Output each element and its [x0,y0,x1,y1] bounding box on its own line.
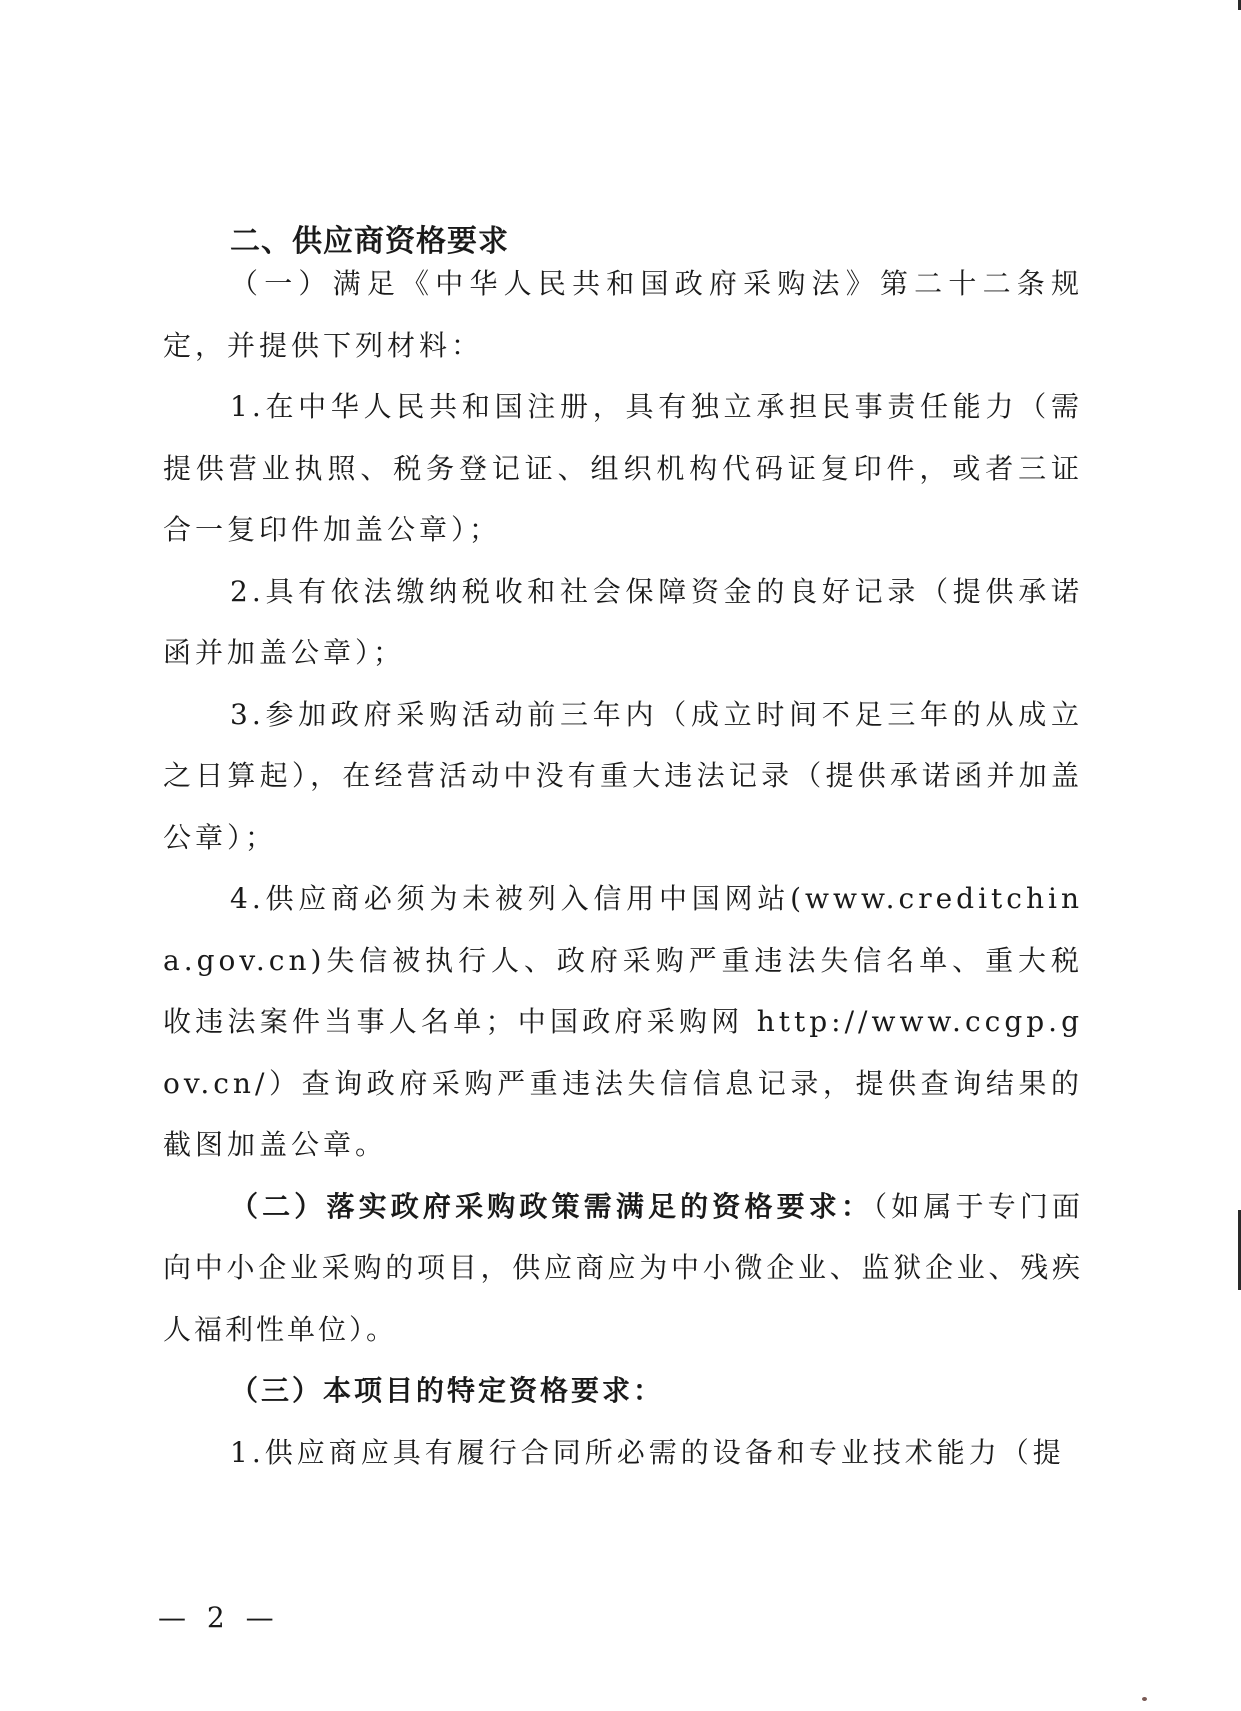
paragraph-item-4-credit-check: 4.供应商必须为未被列入信用中国网站(www.creditchina.gov.cn)失信被执行人、政府采购严重违法失信名单、重大税收违法案件当事人名单；中国政府采购网 http://www.ccgp.gov.cn/）查询政府采购严重违法失信信息记录，提供查询结果的截图加盖公章。 [163,882,1083,1161]
paragraph-policy-requirements [163,1176,1083,1361]
paragraph-specific-item-1: 1.供应商应具有履行合同所必需的设备和专业技术能力（提 [230,1435,1065,1469]
policy-requirements-heading: （二）落实政府采购政策需满足的资格要求： [230,1189,874,1223]
scan-speck [1142,1697,1147,1701]
page-number: — 2 — [158,1601,280,1634]
section-heading: 二、供应商资格要求 [230,224,509,259]
paragraph-specific-requirements [163,1360,1083,1422]
paragraph-item-2-tax-records: 2.具有依法缴纳税收和社会保障资金的良好记录（提供承诺函并加盖公章）； [163,574,1083,669]
paragraph-general-requirements: （一）满足《中华人民共和国政府采购法》第二十二条规定，并提供下列材料： [163,267,1083,362]
specific-requirements-heading: （三）本项目的特定资格要求： [230,1374,665,1407]
document-body [163,253,1083,1483]
policy-requirements-text: （如属于专门面向中小企业采购的项目，供应商应为中小微企业、监狱企业、残疾人福利性单位）。 [163,1189,1083,1346]
paragraph-item-3-no-violations: 3.参加政府采购活动前三年内（成立时间不足三年的从成立之日算起），在经营活动中没有重大违法记录（提供承诺函并加盖公章）； [163,697,1083,854]
paragraph-item-1-registration: 1.在中华人民共和国注册，具有独立承担民事责任能力（需提供营业执照、税务登记证、组织机构代码证复印件，或者三证合一复印件加盖公章）； [163,390,1083,546]
